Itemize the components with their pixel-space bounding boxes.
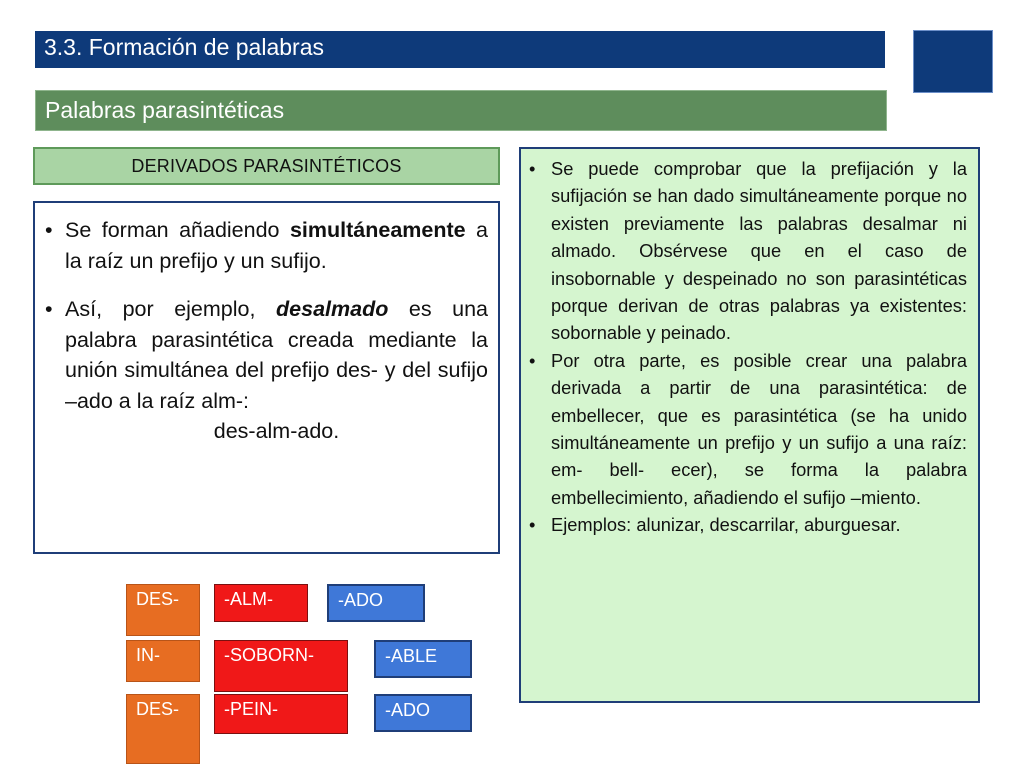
note-item: [529, 511, 967, 538]
definition-emphasis: simultáneamente: [289, 218, 466, 242]
example-text: Así, por ejemplo,: [65, 297, 277, 321]
root-block-alm: -ALM-: [214, 584, 308, 622]
root-block-pein: -PEIN-: [214, 694, 348, 734]
bullet-icon: •: [529, 158, 536, 179]
example-text: es una palabra parasintética creada mediante la unión simultánea del prefijo des- y del sufijo –ado a la raíz alm-:: [65, 297, 489, 413]
root-block-soborn: -SOBORN-: [214, 640, 348, 692]
notes-box: [519, 147, 980, 703]
definition-bullet-1: [45, 215, 488, 276]
page-title: 3.3. Formación de palabras: [35, 31, 885, 68]
bullet-icon: •: [529, 349, 536, 371]
bullet-icon: •: [529, 514, 536, 536]
note-text: Se puede comprobar que la prefijación y la sufijación se han dado simultáneamente porque no existen previamente las palabras desalmar ni almado. Obsérvese que en el caso de insobornable y despeinado no son parasintéticas porque derivan de otras palabras ya existentes: sobornable y peinado.: [551, 158, 967, 344]
section-label: DERIVADOS PARASINTÉTICOS: [33, 147, 500, 185]
example-segmentation: des-alm-ado.: [213, 419, 340, 443]
note-item: [529, 347, 967, 511]
prefix-block-des: DES-: [126, 584, 200, 636]
note-text: Por otra parte, es posible crear una palabra derivada a partir de una parasintética: de embellecer, que es parasintética (se ha unido simultáneamente un prefijo y un sufijo a una raíz: em- bell- ecer), se forma la palabra embellecimiento, añadiendo el sufijo –miento.: [551, 349, 967, 508]
corner-decoration: [913, 30, 993, 93]
definition-text: Se forman añadiendo: [65, 218, 290, 242]
bullet-icon: •: [45, 297, 53, 321]
note-text: Ejemplos: alunizar, descarrilar, aburguesar.: [551, 514, 901, 536]
definition-bullet-2: [45, 294, 488, 416]
suffix-block-ado: -ADO: [327, 584, 425, 622]
bullet-icon: •: [45, 218, 53, 242]
definition-text: a la raíz un prefijo y un sufijo.: [65, 218, 488, 273]
prefix-block-des-2: DES-: [126, 694, 200, 764]
definition-box: [33, 201, 500, 554]
note-item: [529, 155, 967, 347]
prefix-block-in: IN-: [126, 640, 200, 682]
example-word: desalmado: [276, 297, 389, 321]
page-subtitle: Palabras parasintéticas: [35, 90, 887, 131]
suffix-block-ado-2: -ADO: [374, 694, 472, 732]
suffix-block-able: -ABLE: [374, 640, 472, 678]
